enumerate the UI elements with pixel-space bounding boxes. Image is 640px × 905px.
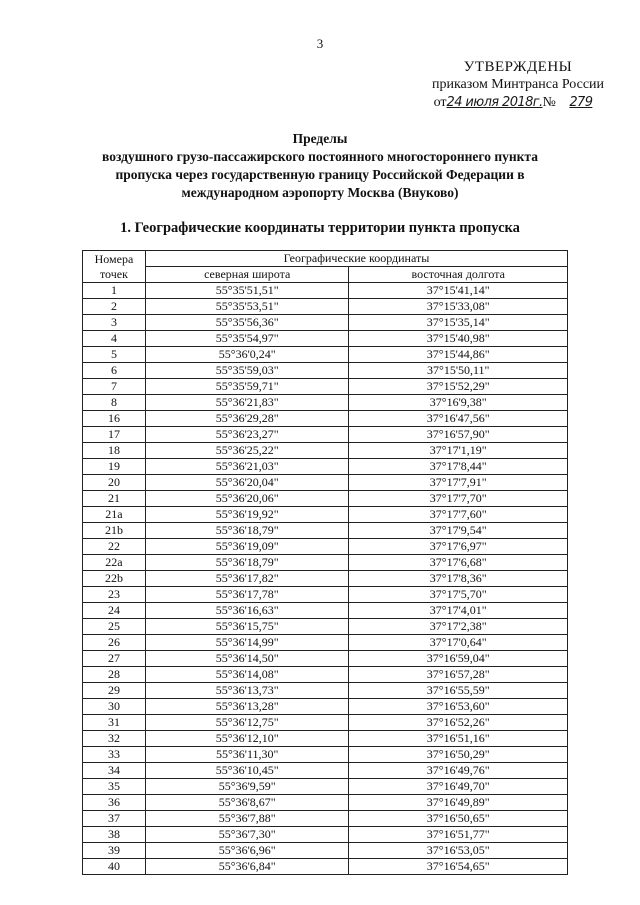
- approval-title: УТВЕРЖДЕНЫ: [463, 59, 573, 75]
- latitude-cell: 55°36'29,28": [145, 411, 349, 427]
- longitude-cell: 37°16'49,89": [349, 795, 568, 811]
- longitude-cell: 37°15'33,08": [349, 299, 568, 315]
- table-row: [83, 587, 568, 603]
- point-number-cell: 3: [83, 315, 146, 331]
- longitude-cell: 37°17'1,19": [349, 443, 568, 459]
- table-row: [83, 715, 568, 731]
- longitude-cell: 37°17'4,01": [349, 603, 568, 619]
- latitude-cell: 55°36'14,99": [145, 635, 349, 651]
- longitude-cell: 37°16'51,16": [349, 731, 568, 747]
- latitude-cell: 55°36'13,73": [145, 683, 349, 699]
- point-number-cell: 32: [83, 731, 146, 747]
- longitude-cell: 37°16'50,29": [349, 747, 568, 763]
- handwritten-date: 24 июля 2018г.: [446, 95, 543, 110]
- latitude-cell: 55°36'21,03": [145, 459, 349, 475]
- point-number-cell: 1: [83, 283, 146, 299]
- longitude-cell: 37°16'49,70": [349, 779, 568, 795]
- table-row: [83, 763, 568, 779]
- table-row: [83, 603, 568, 619]
- longitude-cell: 37°16'51,77": [349, 827, 568, 843]
- longitude-cell: 37°15'41,14": [349, 283, 568, 299]
- header-point-number-line1: Номера: [94, 251, 134, 266]
- point-number-cell: 23: [83, 587, 146, 603]
- longitude-cell: 37°16'53,05": [349, 843, 568, 859]
- longitude-cell: 37°17'0,64": [349, 635, 568, 651]
- number-sign: №: [542, 95, 556, 110]
- point-number-cell: 22: [83, 539, 146, 555]
- latitude-cell: 55°36'8,67": [145, 795, 349, 811]
- table-row: [83, 443, 568, 459]
- point-number-cell: 19: [83, 459, 146, 475]
- title-line-3: пропуска через государственную границу Российской Федерации в: [115, 167, 525, 182]
- point-number-cell: 34: [83, 763, 146, 779]
- latitude-cell: 55°36'15,75": [145, 619, 349, 635]
- latitude-cell: 55°36'17,82": [145, 571, 349, 587]
- table-row: [83, 731, 568, 747]
- latitude-cell: 55°36'0,24": [145, 347, 349, 363]
- document-title: [60, 130, 580, 202]
- point-number-cell: 22a: [83, 555, 146, 571]
- latitude-cell: 55°36'7,88": [145, 811, 349, 827]
- latitude-cell: 55°36'23,27": [145, 427, 349, 443]
- latitude-cell: 55°36'20,04": [145, 475, 349, 491]
- table-row: [83, 507, 568, 523]
- longitude-cell: 37°17'7,60": [349, 507, 568, 523]
- point-number-cell: 4: [83, 331, 146, 347]
- table-row: [83, 395, 568, 411]
- latitude-cell: 55°36'25,22": [145, 443, 349, 459]
- point-number-cell: 40: [83, 859, 146, 875]
- latitude-cell: 55°36'17,78": [145, 587, 349, 603]
- longitude-cell: 37°17'8,44": [349, 459, 568, 475]
- coordinates-table: [82, 250, 568, 875]
- table-row: [83, 667, 568, 683]
- latitude-cell: 55°36'19,92": [145, 507, 349, 523]
- longitude-cell: 37°16'49,76": [349, 763, 568, 779]
- latitude-cell: 55°36'9,59": [145, 779, 349, 795]
- latitude-cell: 55°36'12,10": [145, 731, 349, 747]
- header-point-number: [83, 251, 146, 283]
- table-row: [83, 523, 568, 539]
- latitude-cell: 55°36'18,79": [145, 555, 349, 571]
- title-line-4: международном аэропорту Москва (Внуково): [181, 185, 459, 200]
- table-row: [83, 427, 568, 443]
- point-number-cell: 16: [83, 411, 146, 427]
- latitude-cell: 55°35'59,03": [145, 363, 349, 379]
- point-number-cell: 18: [83, 443, 146, 459]
- table-row: [83, 299, 568, 315]
- table-row: [83, 363, 568, 379]
- approval-block: [418, 58, 618, 112]
- approval-prefix: от: [433, 95, 447, 110]
- longitude-cell: 37°17'9,54": [349, 523, 568, 539]
- latitude-cell: 55°36'20,06": [145, 491, 349, 507]
- approval-order-line: приказом Минтранса России: [431, 77, 605, 92]
- latitude-cell: 55°35'53,51": [145, 299, 349, 315]
- latitude-cell: 55°36'21,83": [145, 395, 349, 411]
- header-longitude: восточная долгота: [349, 267, 568, 283]
- table-row: [83, 795, 568, 811]
- longitude-cell: 37°17'8,36": [349, 571, 568, 587]
- point-number-cell: 38: [83, 827, 146, 843]
- header-latitude: северная широта: [145, 267, 349, 283]
- header-point-number-line2: точек: [99, 266, 128, 281]
- approval-date-line: [418, 94, 618, 112]
- point-number-cell: 39: [83, 843, 146, 859]
- table-row: [83, 411, 568, 427]
- page-number: 3: [316, 36, 324, 51]
- longitude-cell: 37°16'50,65": [349, 811, 568, 827]
- longitude-cell: 37°15'35,14": [349, 315, 568, 331]
- point-number-cell: 22b: [83, 571, 146, 587]
- table-row: [83, 459, 568, 475]
- latitude-cell: 55°36'7,30": [145, 827, 349, 843]
- longitude-cell: 37°16'57,90": [349, 427, 568, 443]
- latitude-cell: 55°36'10,45": [145, 763, 349, 779]
- latitude-cell: 55°36'6,84": [145, 859, 349, 875]
- latitude-cell: 55°36'12,75": [145, 715, 349, 731]
- title-line-1: Пределы: [292, 131, 348, 146]
- latitude-cell: 55°35'54,97": [145, 331, 349, 347]
- longitude-cell: 37°17'5,70": [349, 587, 568, 603]
- point-number-cell: 2: [83, 299, 146, 315]
- table-row: [83, 747, 568, 763]
- longitude-cell: 37°17'6,68": [349, 555, 568, 571]
- header-coordinates-group: Географические координаты: [145, 251, 567, 267]
- point-number-cell: 27: [83, 651, 146, 667]
- table-row: [83, 635, 568, 651]
- point-number-cell: 37: [83, 811, 146, 827]
- longitude-cell: 37°16'55,59": [349, 683, 568, 699]
- table-row: [83, 283, 568, 299]
- table-row: [83, 315, 568, 331]
- point-number-cell: 33: [83, 747, 146, 763]
- longitude-cell: 37°16'57,28": [349, 667, 568, 683]
- table-row: [83, 475, 568, 491]
- point-number-cell: 21b: [83, 523, 146, 539]
- table-body: [83, 283, 568, 875]
- table-row: [83, 331, 568, 347]
- title-line-2: воздушного грузо-пассажирского постоянного многостороннего пункта: [102, 149, 538, 164]
- point-number-cell: 24: [83, 603, 146, 619]
- point-number-cell: 26: [83, 635, 146, 651]
- longitude-cell: 37°16'9,38": [349, 395, 568, 411]
- latitude-cell: 55°36'11,30": [145, 747, 349, 763]
- table-row: [83, 699, 568, 715]
- longitude-cell: 37°17'7,91": [349, 475, 568, 491]
- longitude-cell: 37°15'52,29": [349, 379, 568, 395]
- point-number-cell: 20: [83, 475, 146, 491]
- point-number-cell: 25: [83, 619, 146, 635]
- point-number-cell: 6: [83, 363, 146, 379]
- table-row: [83, 571, 568, 587]
- longitude-cell: 37°16'59,04": [349, 651, 568, 667]
- latitude-cell: 55°35'51,51": [145, 283, 349, 299]
- latitude-cell: 55°35'56,36": [145, 315, 349, 331]
- longitude-cell: 37°15'44,86": [349, 347, 568, 363]
- latitude-cell: 55°36'14,08": [145, 667, 349, 683]
- longitude-cell: 37°16'54,65": [349, 859, 568, 875]
- table-row: [83, 859, 568, 875]
- longitude-cell: 37°17'7,70": [349, 491, 568, 507]
- latitude-cell: 55°36'14,50": [145, 651, 349, 667]
- latitude-cell: 55°36'18,79": [145, 523, 349, 539]
- point-number-cell: 31: [83, 715, 146, 731]
- section-heading: 1. Географические координаты территории пункта пропуска: [120, 220, 520, 236]
- longitude-cell: 37°16'47,56": [349, 411, 568, 427]
- point-number-cell: 35: [83, 779, 146, 795]
- table-row: [83, 843, 568, 859]
- table-row: [83, 379, 568, 395]
- table-row: [83, 827, 568, 843]
- table-row: [83, 683, 568, 699]
- table-row: [83, 619, 568, 635]
- latitude-cell: 55°36'13,28": [145, 699, 349, 715]
- table-row: [83, 779, 568, 795]
- point-number-cell: 36: [83, 795, 146, 811]
- table-row: [83, 539, 568, 555]
- latitude-cell: 55°36'16,63": [145, 603, 349, 619]
- point-number-cell: 7: [83, 379, 146, 395]
- point-number-cell: 8: [83, 395, 146, 411]
- point-number-cell: 30: [83, 699, 146, 715]
- table-row: [83, 811, 568, 827]
- longitude-cell: 37°15'40,98": [349, 331, 568, 347]
- longitude-cell: 37°16'52,26": [349, 715, 568, 731]
- table-row: [83, 651, 568, 667]
- table-row: [83, 555, 568, 571]
- point-number-cell: 17: [83, 427, 146, 443]
- longitude-cell: 37°15'50,11": [349, 363, 568, 379]
- longitude-cell: 37°16'53,60": [349, 699, 568, 715]
- longitude-cell: 37°17'2,38": [349, 619, 568, 635]
- table-row: [83, 347, 568, 363]
- point-number-cell: 28: [83, 667, 146, 683]
- latitude-cell: 55°36'6,96": [145, 843, 349, 859]
- latitude-cell: 55°35'59,71": [145, 379, 349, 395]
- longitude-cell: 37°17'6,97": [349, 539, 568, 555]
- point-number-cell: 21a: [83, 507, 146, 523]
- point-number-cell: 29: [83, 683, 146, 699]
- point-number-cell: 21: [83, 491, 146, 507]
- table-row: [83, 491, 568, 507]
- point-number-cell: 5: [83, 347, 146, 363]
- handwritten-number: 279: [569, 95, 593, 110]
- latitude-cell: 55°36'19,09": [145, 539, 349, 555]
